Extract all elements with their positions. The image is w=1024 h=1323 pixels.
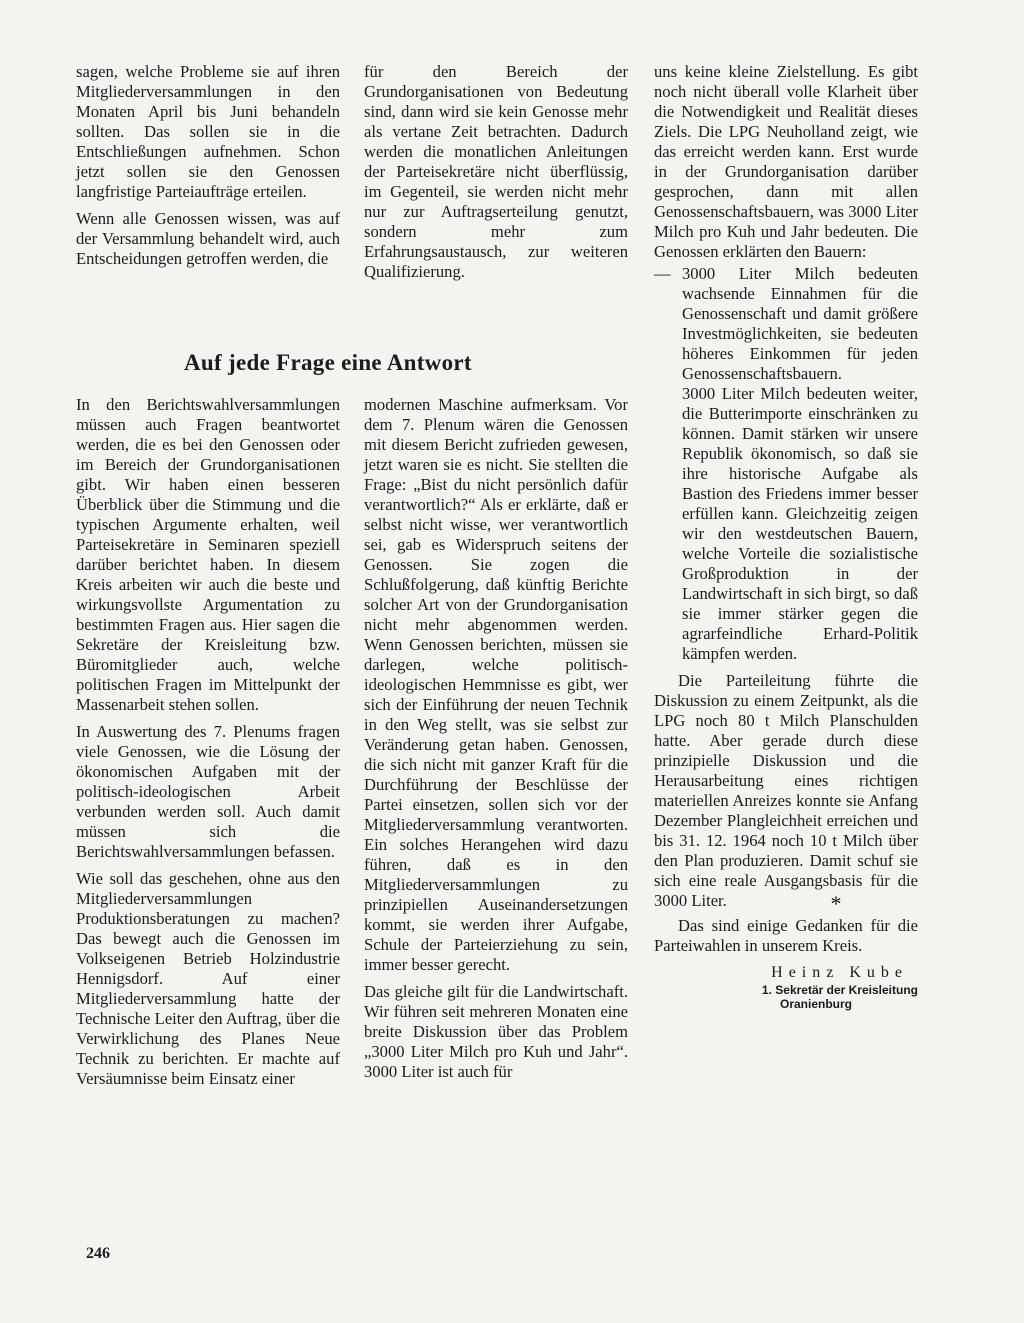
paragraph: für den Bereich der Grundorganisationen von Bedeutung sind, dann wird sie kein Genosse mehr als vertane Zeit betrachten. Dadurch werden die monatlichen Anleitungen der Parteisekretäre nicht überflüssig, im Gegenteil, sie werden nicht mehr nur zur Auftragserteilung genutzt, sondern mehr zum Erfahrungsaustausch, zur weiteren Qualifizierung. — [364, 62, 628, 281]
right-column — [654, 62, 918, 1011]
article-middle-column — [364, 395, 628, 1089]
bullet-item — [654, 264, 918, 384]
article-left-column — [76, 395, 340, 1096]
top-left-column — [76, 62, 340, 276]
asterisk-divider: * — [830, 891, 842, 916]
signature-location: Oranienburg — [779, 997, 852, 1011]
signature-name: Heinz Kube — [771, 964, 908, 981]
bullet-text: 3000 Liter Milch bedeuten wachsende Einnahmen für die Genossenschaft und damit größere Investmöglichkeiten, sie bedeuten höheres Einkommen für jeden Genossenschaftsbauern. — [682, 264, 918, 383]
paragraph: sagen, welche Probleme sie auf ihren Mitgliederversammlungen in den Monaten April bis Juni behandeln sollten. Das sollen sie in die Entschließungen aufnehmen. Schon jetzt sollen sie den Genossen langfristige Parteiaufträge erteilen. — [76, 62, 340, 201]
article-headline: Auf jede Frage eine Antwort — [184, 350, 472, 375]
paragraph: Die Parteileitung führte die Diskussion zu einem Zeitpunkt, als die LPG noch 80 t Milch Planschulden hatte. Aber gerade durch diese prinzipielle Diskussion und die Herausarbeitung eines richtigen materiellen Anreizes konnte sie Anfang Dezember Plangleichheit erreichen und bis 31. 12. 1964 noch 10 t Milch über den Plan produzieren. Damit schuf sie sich eine reale Ausgangsbasis für die 3000 Liter. — [654, 671, 918, 910]
paragraph: In Auswertung des 7. Plenums fragen viele Genossen, wie die Lösung der ökonomischen Aufgaben mit der politisch-ideologischen Arbeit verbunden werden soll. Auch damit müssen sich die Berichtswahlversammlungen befassen. — [76, 722, 340, 861]
paragraph: 3000 Liter Milch bedeuten weiter, die Butterimporte einschränken zu können. Damit stärken wir unsere Republik ökonomisch, so daß sie ihre historische Aufgabe als Bastion des Friedens immer besser erfüllen kann. Gleichzeitig zeigen wir den westdeutschen Bauern, welche Vorteile die sozialistische Großproduktion in der Landwirtschaft in sich birgt, so daß sie immer stärker gegen die agrarfeindliche Erhard-Politik kämpfen werden. — [682, 384, 918, 663]
paragraph: In den Berichtswahlversammlungen müssen auch Fragen beantwortet werden, die es bei den Genossen oder im Bereich der Grundorganisationen gibt. Wir haben einen besseren Überblick über die Stimmung und die typischen Argumente erhalten, weil Parteisekretäre in Seminaren speziell darüber berichtet haben. In diesem Kreis arbeiten wir auch die beste und wirkungsvollste Argumentation zu bestimmten Fragen aus. Hier sagen die Sekretäre der Kreisleitung bzw. Büromitglieder auch, welche politischen Fragen im Mittelpunkt der Massenarbeit stehen sollen. — [76, 395, 340, 714]
paragraph: modernen Maschine aufmerksam. Vor dem 7. Plenum wären die Genossen mit diesem Bericht zufrieden gewesen, jetzt waren sie es nicht. Sie stellten die Frage: „Bist du nicht persönlich dafür verantwortlich?“ Als er erklärte, daß er selbst nicht wisse, wer verantwortlich sei, gab es Widerspruch seitens der Genossen. Sie zogen die Schlußfolgerung, daß künftig Berichte solcher Art von der Grundorganisation nicht mehr abgenommen werden. Wenn Genossen berichten, müssen sie darlegen, welche politisch-ideologischen Hemmnisse es gibt, wer sich der Einführung der neuen Technik in den Weg stellt, was sie selbst zur Veränderung getan haben. Genossen, die sich nicht mit ganzer Kraft für die Durchführung der Beschlüsse der Partei einsetzen, sollen sich vor der Mitgliederversammlung verantworten. Ein solches Herangehen wird dazu führen, daß es in den Mitgliederversammlungen zu prinzipiellen Auseinandersetzungen kommt, sie werden ihrer Aufgabe, Schule der Parteierziehung zu sein, immer besser gerecht. — [364, 395, 628, 974]
bullet-list — [654, 264, 918, 664]
top-middle-column — [364, 62, 628, 289]
page-number: 246 — [86, 1245, 110, 1262]
paragraph: Das gleiche gilt für die Landwirtschaft. Wir führen seit mehreren Monaten eine breite Diskussion über das Problem „3000 Liter Milch pro Kuh und Jahr“. 3000 Liter ist auch für — [364, 982, 628, 1081]
paragraph: Wenn alle Genossen wissen, was auf der Versammlung behandelt wird, auch Entscheidungen getroffen werden, die — [76, 209, 340, 268]
dash-marker: — — [654, 264, 671, 283]
paragraph: uns keine kleine Zielstellung. Es gibt noch nicht überall volle Klarheit über die Notwendigkeit und Realität dieses Ziels. Die LPG Neuholland zeigt, wie das erreicht werden kann. Erst wurde in der Grundorganisation darüber gesprochen, dann mit allen Genossenschaftsbauern, was 3000 Liter Milch pro Kuh und Jahr bedeuten. Die Genossen erklärten den Bauern: — [654, 62, 918, 261]
paragraph: Das sind einige Gedanken für die Parteiwahlen in unserem Kreis. — [654, 916, 918, 955]
paragraph: Wie soll das geschehen, ohne aus den Mitgliederversammlungen Produktionsberatungen zu machen? Das bewegt auch die Genossen im Volkseigenen Betrieb Holzindustrie Hennigsdorf. Auf einer Mitgliederversammlung hatte der Technische Leiter den Auftrag, über die Verwirklichung des Planes Neue Technik zu berichten. Er machte auf Versäumnisse beim Einsatz einer — [76, 869, 340, 1088]
signature-title: 1. Sekretär der Kreisleitung — [761, 983, 918, 997]
